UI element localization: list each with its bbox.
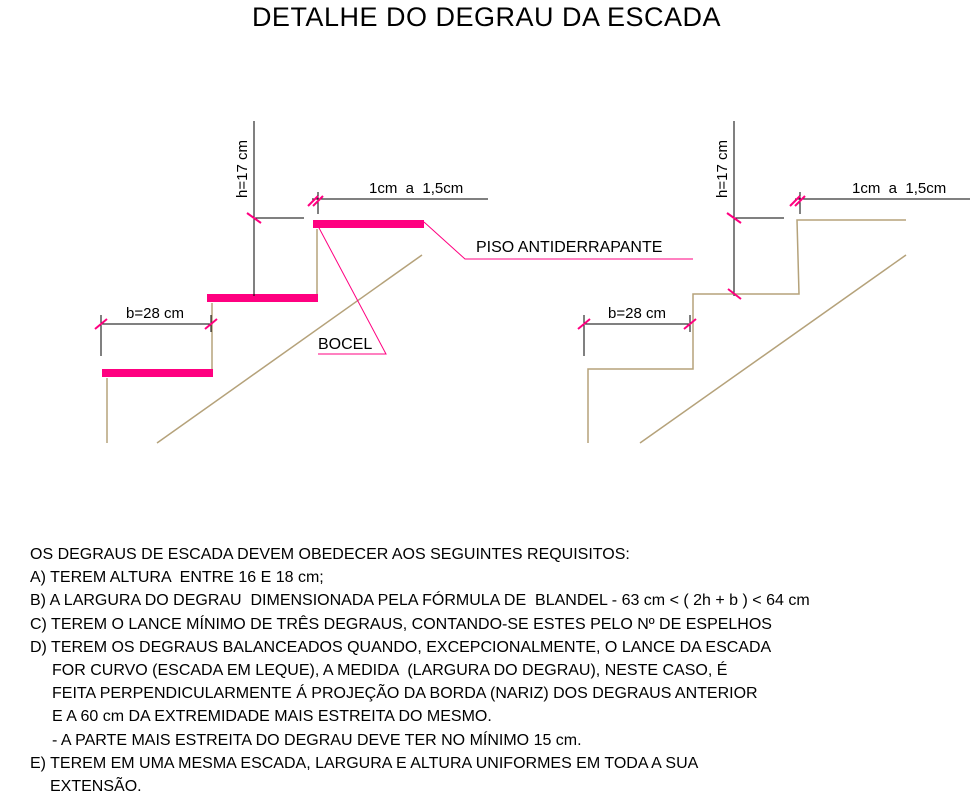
left-height-dim: h=17 cm [234, 140, 251, 198]
right-stair-detail [578, 121, 970, 443]
note-d-line-3: FEITA PERPENDICULARMENTE Á PROJEÇÃO DA BORDA (NARIZ) DOS DEGRAUS ANTERIOR [52, 685, 758, 703]
left-tread-1 [102, 369, 213, 377]
nosing-label: BOCEL [318, 336, 373, 353]
left-stair-structure [107, 229, 422, 443]
left-tread-2 [207, 294, 318, 302]
note-d-line-2: FOR CURVO (ESCADA EM LEQUE), A MEDIDA (LARGURA DO DEGRAU), NESTE CASO, É [52, 661, 728, 679]
left-depth-dim: b=28 cm [126, 305, 184, 322]
left-treads [102, 220, 424, 377]
requirements-notes [30, 543, 970, 798]
floor-label: PISO ANTIDERRAPANTE [476, 239, 663, 256]
note-c: C) TEREM O LANCE MÍNIMO DE TRÊS DEGRAUS, CONTANDO-SE ESTES PELO Nº DE ESPELHOS [30, 615, 772, 633]
note-a: A) TEREM ALTURA ENTRE 16 E 18 cm; [30, 569, 324, 587]
left-stair-detail [95, 121, 693, 443]
note-d-line-5: - A PARTE MAIS ESTREITA DO DEGRAU DEVE TER NO MÍNIMO 15 cm. [52, 731, 582, 749]
note-b: B) A LARGURA DO DEGRAU DIMENSIONADA PELA FÓRMULA DE BLANDEL - 63 cm < ( 2h + b ) < 64 cm [30, 592, 810, 610]
left-tread-3 [313, 220, 424, 228]
note-d-line-1: D) TEREM OS DEGRAUS BALANCEADOS QUANDO, EXCEPCIONALMENTE, O LANCE DA ESCADA [30, 638, 772, 656]
right-nosing-dim: 1cm a 1,5cm [852, 180, 947, 197]
left-nosing-dim: 1cm a 1,5cm [369, 180, 464, 197]
right-height-dim: h=17 cm [714, 140, 731, 198]
right-depth-dim: b=28 cm [608, 305, 666, 322]
note-d-line-4: E A 60 cm DA EXTREMIDADE MAIS ESTREITA DO MESMO. [52, 708, 492, 726]
note-e-line-1: E) TEREM EM UMA MESMA ESCADA, LARGURA E ALTURA UNIFORMES EM TODA A SUA [30, 754, 699, 772]
notes-intro: OS DEGRAUS DE ESCADA DEVEM OBEDECER AOS SEGUINTES REQUISITOS: [30, 546, 630, 563]
page-title: DETALHE DO DEGRAU DA ESCADA [251, 2, 722, 32]
note-e-line-2: EXTENSÃO. [50, 777, 142, 795]
